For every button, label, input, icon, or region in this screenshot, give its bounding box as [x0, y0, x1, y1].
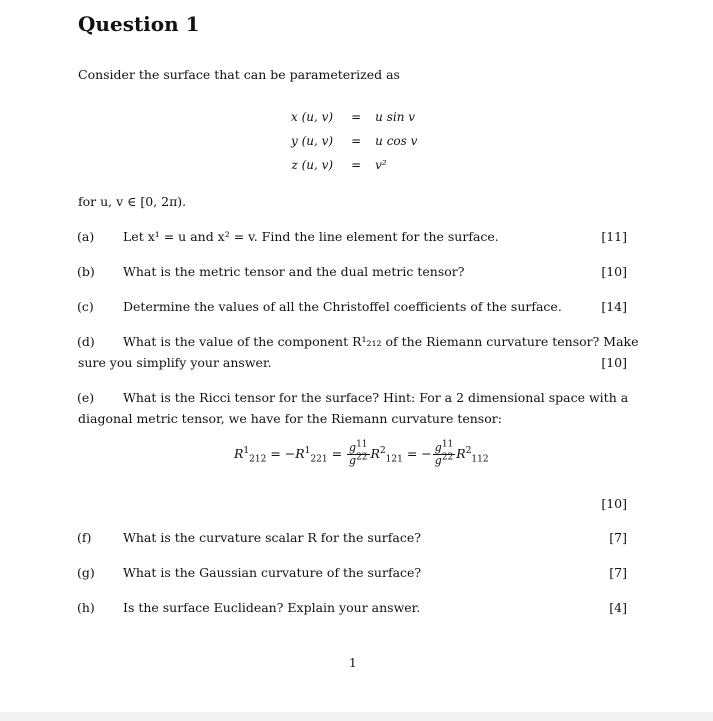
- riemann-formula: $R^1_{212} = -R^1_{221}$ = $\frac{g^{11}}{g^{22}}$ $R^2_{121}$ = − $\frac{g^{11}}{g^{22}}$ $R^2_{112}$: [234, 439, 489, 467]
- equation-row-z: [285, 153, 423, 177]
- equation-rhs: u cos v: [375, 134, 418, 148]
- equation-rel: =: [351, 134, 362, 148]
- equation-row-y: [285, 129, 423, 153]
- part-d-label: (d): [77, 334, 95, 349]
- part-g-text: What is the Gaussian curvature of the surface?: [123, 565, 422, 580]
- part-c-marks: [14]: [601, 299, 627, 314]
- part-a-label: (a): [77, 229, 95, 244]
- intro-text: Consider the surface that can be parameterized as: [78, 67, 400, 82]
- equation-lhs: z (u, v): [291, 158, 334, 172]
- parameterization-equations: [285, 105, 423, 177]
- part-f-label: (f): [77, 530, 92, 545]
- viewer-bottom-strip: [0, 712, 713, 721]
- part-a-marks: [11]: [601, 229, 627, 244]
- part-f-marks: [7]: [609, 530, 627, 545]
- equation-rhs: v²: [375, 158, 387, 172]
- page-number: 1: [349, 656, 357, 670]
- part-e-label: (e): [77, 390, 95, 405]
- part-g-marks: [7]: [609, 565, 627, 580]
- equation-row-x: [285, 105, 423, 129]
- part-e-text-line2: diagonal metric tensor, we have for the Riemann curvature tensor:: [78, 411, 502, 426]
- part-d-marks: [10]: [601, 355, 627, 370]
- part-b-marks: [10]: [601, 264, 627, 279]
- part-g-label: (g): [77, 565, 95, 580]
- part-a-text: Let x¹ = u and x² = v. Find the line element for the surface.: [123, 229, 499, 244]
- part-d-text: What is the value of the component R¹₂₁₂ of the Riemann curvature tensor? Make: [123, 334, 639, 349]
- equation-lhs: x (u, v): [291, 110, 334, 124]
- part-b-label: (b): [77, 264, 95, 279]
- part-h-marks: [4]: [609, 600, 627, 615]
- part-f-text: What is the curvature scalar R for the surface?: [123, 530, 421, 545]
- equation-rel: =: [351, 158, 362, 172]
- question-title: Question 1: [78, 12, 200, 36]
- domain-text: for u, v ∈ [0, 2π).: [78, 194, 187, 209]
- part-e-marks: [10]: [601, 496, 627, 511]
- part-h-label: (h): [77, 600, 95, 615]
- part-h-text: Is the surface Euclidean? Explain your answer.: [123, 600, 421, 615]
- part-e-text: What is the Ricci tensor for the surface? Hint: For a 2 dimensional space with a: [123, 390, 629, 405]
- part-b-text: What is the metric tensor and the dual metric tensor?: [123, 264, 465, 279]
- equation-lhs: y (u, v): [291, 134, 334, 148]
- part-c-label: (c): [77, 299, 94, 314]
- equation-rel: =: [351, 110, 362, 124]
- part-c-text: Determine the values of all the Christoffel coefficients of the surface.: [123, 299, 562, 314]
- equation-rhs: u sin v: [375, 110, 416, 124]
- part-d-text-line2: sure you simplify your answer.: [78, 355, 272, 370]
